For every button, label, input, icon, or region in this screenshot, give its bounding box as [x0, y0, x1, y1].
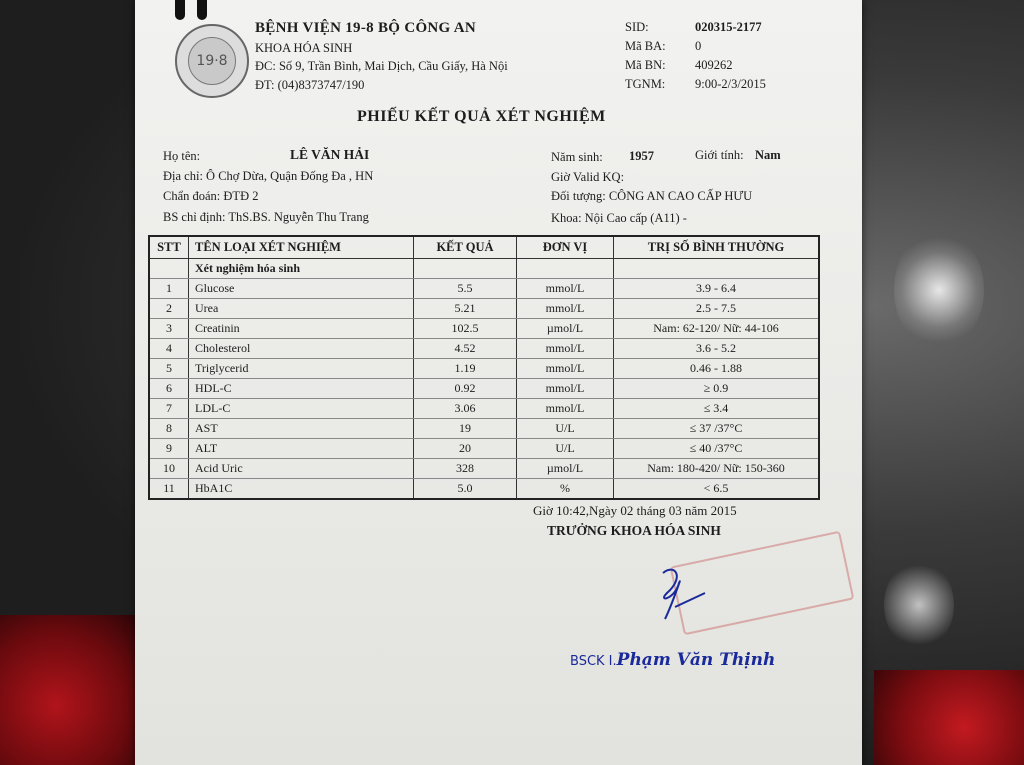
id-row: Mã BN: 409262 [625, 58, 733, 72]
row-test-name: Urea [189, 299, 414, 319]
row-result: 328 [414, 459, 517, 479]
row-normal-range: Nam: 180-420/ Nữ: 150-360 [614, 459, 820, 479]
table-row [149, 479, 819, 500]
table-row [149, 419, 819, 439]
binder-clip [175, 0, 215, 20]
table-row [149, 279, 819, 299]
background-cloth [0, 615, 140, 765]
document-title: PHIẾU KẾT QUẢ XÉT NGHIỆM [357, 108, 606, 125]
row-stt: 4 [149, 339, 189, 359]
table-row [149, 459, 819, 479]
row-unit: mmol/L [517, 299, 614, 319]
background-cloth [874, 670, 1024, 765]
hospital-phone: ĐT: (04)8373747/190 [255, 78, 365, 92]
hospital-address: ĐC: Số 9, Trần Bình, Mai Dịch, Cầu Giấy, Hà Nội [255, 59, 508, 73]
row-result: 5.0 [414, 479, 517, 500]
row-test-name: Triglycerid [189, 359, 414, 379]
row-normal-range: 3.9 - 6.4 [614, 279, 820, 299]
row-result: 0.92 [414, 379, 517, 399]
row-normal-range: 0.46 - 1.88 [614, 359, 820, 379]
row-stt: 6 [149, 379, 189, 399]
id-row: TGNM: 9:00-2/3/2015 [625, 77, 766, 91]
hospital-logo [175, 24, 249, 98]
row-unit: U/L [517, 419, 614, 439]
row-test-name: HDL-C [189, 379, 414, 399]
department-name: KHOA HÓA SINH [255, 41, 353, 55]
col-unit: ĐƠN VỊ [517, 236, 614, 259]
signer-name: Phạm Văn Thịnh [616, 650, 776, 670]
row-normal-range: ≥ 0.9 [614, 379, 820, 399]
row-unit: mmol/L [517, 339, 614, 359]
row-test-name: Acid Uric [189, 459, 414, 479]
row-normal-range: Nam: 62-120/ Nữ: 44-106 [614, 319, 820, 339]
row-stt: 11 [149, 479, 189, 500]
row-result: 5.21 [414, 299, 517, 319]
row-unit: µmol/L [517, 459, 614, 479]
row-test-name: AST [189, 419, 414, 439]
table-row [149, 439, 819, 459]
row-result: 4.52 [414, 339, 517, 359]
row-normal-range: ≤ 37 /37°C [614, 419, 820, 439]
row-stt: 3 [149, 319, 189, 339]
patient-name: LÊ VĂN HẢI [290, 147, 370, 162]
row-stt: 8 [149, 419, 189, 439]
row-normal-range: ≤ 3.4 [614, 399, 820, 419]
signer [570, 650, 775, 670]
row-result: 102.5 [414, 319, 517, 339]
table-header-row [149, 236, 819, 259]
row-normal-range: ≤ 40 /37°C [614, 439, 820, 459]
row-stt: 10 [149, 459, 189, 479]
record-ids [625, 20, 835, 96]
logo-emblem: 19·8 [188, 37, 236, 85]
table-row [149, 319, 819, 339]
col-result: KẾT QUẢ [414, 236, 517, 259]
table-row [149, 359, 819, 379]
patient-dob: 1957 [629, 149, 654, 163]
signer-prefix: BSCK I. [570, 654, 617, 669]
department-head-title: TRƯỞNG KHOA HÓA SINH [547, 523, 721, 538]
table-row [149, 299, 819, 319]
section-row [149, 259, 819, 279]
patient-sex: Nam [755, 148, 781, 162]
row-result: 19 [414, 419, 517, 439]
dob-label: Năm sinh: [551, 150, 603, 164]
row-test-name: Cholesterol [189, 339, 414, 359]
ordering-doctor: BS chỉ định: ThS.BS. Nguyễn Thu Trang [163, 210, 369, 224]
sex-label: Giới tính: [695, 148, 744, 162]
results-table [148, 235, 820, 500]
patient-name-label: Họ tên: [163, 149, 201, 163]
id-row: SID: 020315-2177 [625, 20, 762, 34]
table-row [149, 379, 819, 399]
row-test-name: LDL-C [189, 399, 414, 419]
row-test-name: Creatinin [189, 319, 414, 339]
row-test-name: Glucose [189, 279, 414, 299]
row-unit: % [517, 479, 614, 500]
col-test-name: TÊN LOẠI XÉT NGHIỆM [189, 236, 414, 259]
row-stt: 2 [149, 299, 189, 319]
result-datetime: Giờ 10:42,Ngày 02 tháng 03 năm 2015 [533, 503, 737, 518]
patient-subject: Đối tượng: CÔNG AN CAO CẤP HƯU [551, 189, 753, 203]
table-row [149, 339, 819, 359]
row-normal-range: 2.5 - 7.5 [614, 299, 820, 319]
section-title: Xét nghiệm hóa sinh [189, 259, 414, 279]
col-stt: STT [149, 236, 189, 259]
row-result: 3.06 [414, 399, 517, 419]
valid-time: Giờ Valid KQ: [551, 170, 625, 184]
lab-result-sheet [135, 0, 862, 765]
diagnosis: Chẩn đoán: ĐTĐ 2 [163, 189, 259, 203]
row-unit: mmol/L [517, 359, 614, 379]
row-unit: µmol/L [517, 319, 614, 339]
row-stt: 1 [149, 279, 189, 299]
table-row [149, 399, 819, 419]
row-unit: mmol/L [517, 379, 614, 399]
row-stt: 5 [149, 359, 189, 379]
row-unit: mmol/L [517, 399, 614, 419]
row-unit: U/L [517, 439, 614, 459]
row-result: 1.19 [414, 359, 517, 379]
signature-mark [645, 563, 725, 623]
row-normal-range: < 6.5 [614, 479, 820, 500]
row-unit: mmol/L [517, 279, 614, 299]
row-stt: 9 [149, 439, 189, 459]
row-result: 5.5 [414, 279, 517, 299]
id-row: Mã BA: 0 [625, 39, 702, 53]
light-glare [884, 560, 954, 650]
row-stt: 7 [149, 399, 189, 419]
ward: Khoa: Nội Cao cấp (A11) - [551, 211, 687, 225]
row-result: 20 [414, 439, 517, 459]
hospital-name: BỆNH VIỆN 19-8 BỘ CÔNG AN [255, 20, 477, 36]
light-glare [894, 230, 984, 350]
col-normal-range: TRỊ SỐ BÌNH THƯỜNG [614, 236, 820, 259]
patient-address: Địa chỉ: Ô Chợ Dừa, Quận Đống Đa , HN [163, 169, 374, 183]
row-normal-range: 3.6 - 5.2 [614, 339, 820, 359]
row-test-name: HbA1C [189, 479, 414, 500]
row-test-name: ALT [189, 439, 414, 459]
